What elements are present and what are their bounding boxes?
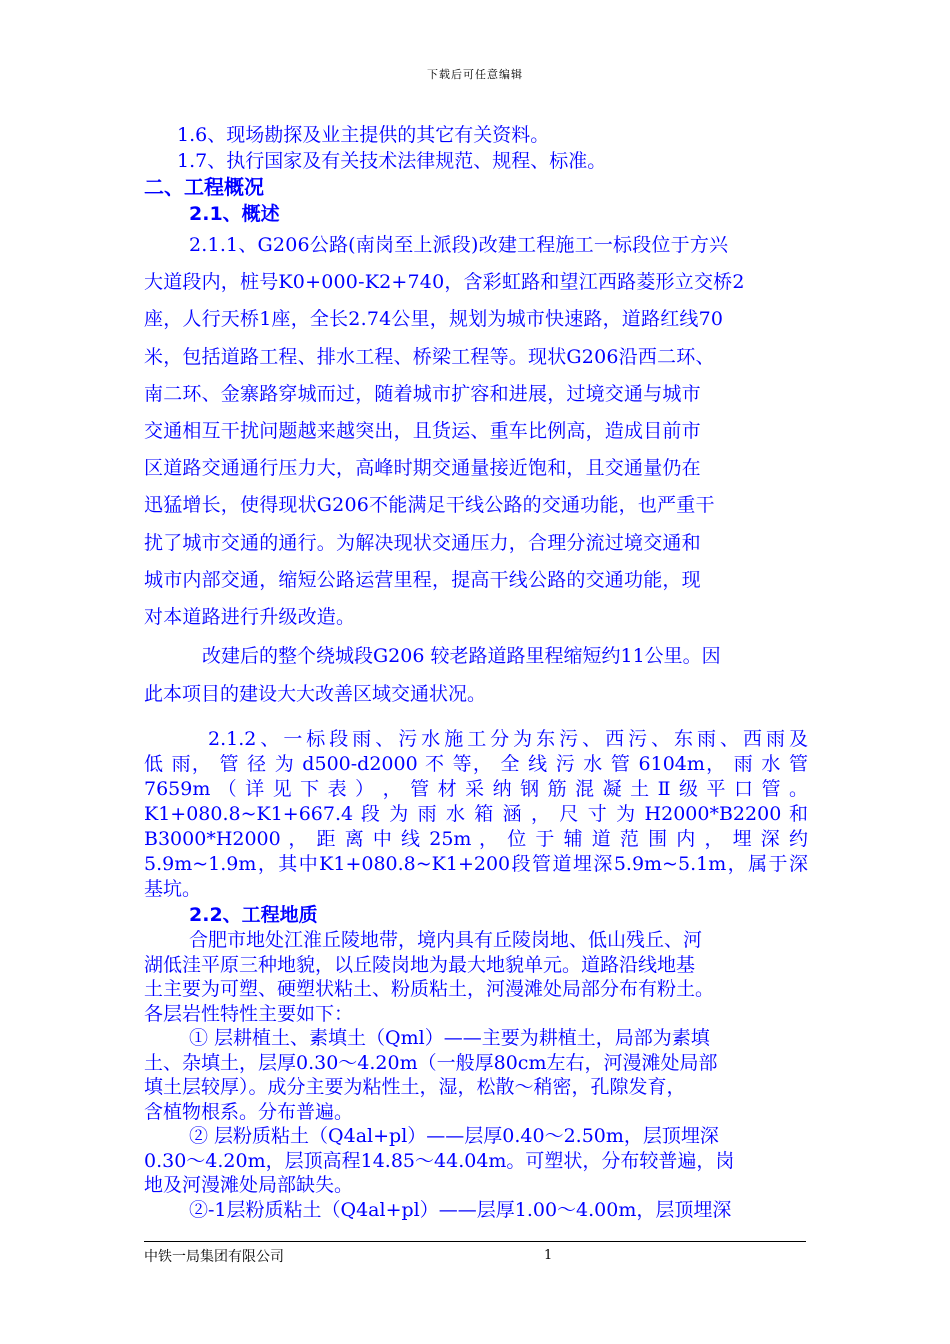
section-2-2-heading: 2.2、工程地质	[189, 904, 318, 927]
paragraph-line: 2.1.1、G206公路(南岗至上派段)改建工程施工一标段位于方兴	[189, 234, 729, 256]
paragraph-2-2	[144, 928, 808, 1026]
paragraph-line: 填土层较厚）。成分主要为粘性土，湿，松散～稍密，孔隙发育，	[144, 1076, 686, 1099]
footer-page-number: 1	[544, 1248, 553, 1263]
section-2-1-heading: 2.1、概述	[189, 203, 280, 225]
page-header-watermark: 下载后可任意编辑	[427, 68, 523, 81]
paragraph-line: 0.30～4.20m，层顶高程14.85～44.04m。可塑状，分布较普遍，岗	[144, 1149, 735, 1172]
paragraph-line: 5.9m~1.9m，其中K1+080.8~K1+200段管道埋深5.9m~5.1m，属于深	[144, 853, 808, 876]
paragraph-line: 低 雨， 管 径 为 d500-d2000 不 等， 全 线 污 水 管 6104m， 雨 水 管	[144, 753, 808, 776]
page-content	[144, 122, 808, 1222]
paragraph-line: 7659m （ 详 见 下 表 ） ， 管 材 采 纳 钢 筋 混 凝 土 Ⅱ 级 平 口 管 。	[144, 778, 808, 801]
paragraph-line: 各层岩性特性主要如下：	[144, 1002, 354, 1025]
paragraph-line: B3000*H2000 ， 距 离 中 线 25m ， 位 于 辅 道 范 围 内 ， 埋 深 约	[144, 828, 808, 851]
paragraph-line: 2.1.2、一标段雨、污水施工分为东污、西污、东雨、西雨及	[208, 728, 808, 751]
paragraph-layer-1	[144, 1026, 808, 1124]
paragraph-line: 大道段内，桩号K0+000-K2+740，含彩虹路和望江西路菱形立交桥2	[144, 271, 745, 294]
footer-company: 中铁一局集团有限公司	[144, 1249, 284, 1265]
paragraph-line: 米，包括道路工程、排水工程、桥梁工程等。现状G206沿西二环、	[144, 345, 715, 368]
paragraph-line: ① 层耕植土、素填土（Qml）——主要为耕植土，局部为素填	[189, 1027, 710, 1050]
paragraph-line: 对本道路进行升级改造。	[144, 606, 356, 629]
paragraph-line: 改建后的整个绕城段G206 较老路道路里程缩短约11公里。因	[202, 645, 721, 668]
paragraph-after-rebuild	[144, 638, 808, 713]
paragraph-line: 座，人行天桥1座，全长2.74公里，规划为城市快速路，道路红线70	[144, 308, 724, 331]
paragraph-2-1-1	[144, 227, 808, 636]
paragraph-line: 区道路交通通行压力大，高峰时期交通量接近饱和，且交通量仍在	[144, 457, 701, 480]
paragraph-line: 此本项目的建设大大改善区域交通状况。	[144, 682, 487, 705]
paragraph-layer-2-1	[144, 1198, 808, 1223]
section-2-heading: 二、工程概况	[144, 175, 264, 199]
paragraph-line: 合肥市地处江淮丘陵地带，境内具有丘陵岗地、低山残丘、河	[189, 929, 703, 952]
paragraph-line: 基坑。	[144, 878, 202, 901]
paragraph-layer-2	[144, 1124, 808, 1198]
footer-divider	[144, 1241, 806, 1242]
paragraph-line: 南二环、金寨路穿城而过，随着城市扩容和进展，过境交通与城市	[144, 382, 701, 405]
list-item-1-6: 1.6、现场勘探及业主提供的其它有关资料。	[177, 124, 550, 146]
paragraph-line: 土、杂填土，层厚0.30～4.20m（一般厚80cm左右，河漫滩处局部	[144, 1051, 718, 1074]
paragraph-line: K1+080.8~K1+667.4 段 为 雨 水 箱 涵 ， 尺 寸 为 H2000*B2200 和	[144, 803, 808, 826]
paragraph-line: 迅猛增长，使得现状G206不能满足干线公路的交通功能，也严重干	[144, 494, 715, 517]
paragraph-line: 土主要为可塑、硬塑状粘土、粉质粘土，河漫滩处局部分布有粉土。	[144, 978, 715, 1001]
paragraph-line: ②-1层粉质粘土（Q4al+pl）——层厚1.00～4.00m，层顶埋深	[189, 1198, 732, 1221]
paragraph-2-1-2	[144, 727, 808, 902]
paragraph-line: 扰了城市交通的通行。为解决现状交通压力，合理分流过境交通和	[144, 531, 701, 554]
paragraph-line: 城市内部交通，缩短公路运营里程，提高干线公路的交通功能，现	[144, 568, 701, 591]
paragraph-line: 地及河漫滩处局部缺失。	[144, 1174, 354, 1197]
paragraph-line: ② 层粉质粘土（Q4al+pl）——层厚0.40～2.50m，层顶埋深	[189, 1125, 719, 1148]
list-item-1-7: 1.7、执行国家及有关技术法律规范、规程、标准。	[177, 150, 607, 172]
paragraph-line: 湖低洼平原三种地貌，以丘陵岗地为最大地貌单元。道路沿线地基	[144, 953, 696, 976]
paragraph-line: 含植物根系。分布普遍。	[144, 1100, 354, 1123]
paragraph-line: 交通相互干扰问题越来越突出，且货运、重车比例高，造成目前市	[144, 420, 701, 443]
